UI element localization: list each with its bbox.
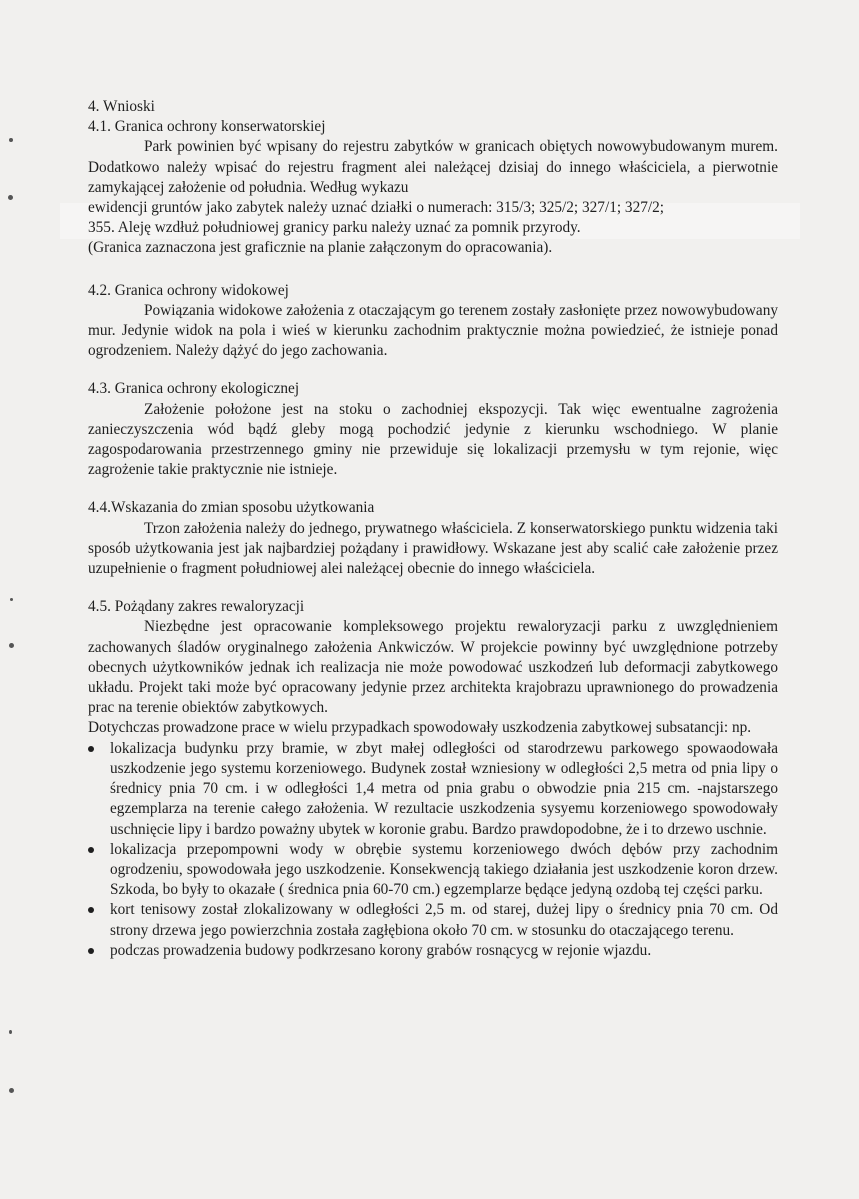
section-title: 4.4.Wskazania do zmian sposobu użytkowania bbox=[88, 499, 375, 517]
section-title: 4.5. Pożądany zakres rewaloryzacji bbox=[88, 598, 305, 616]
bullet-icon bbox=[88, 948, 94, 954]
section-4-4 bbox=[88, 498, 778, 579]
list-item-text: lokalizacja przepompowni wody w obrębie systemu korzeniowego dwóch dębów przy zachodnim ogrodzeniu, spowodowała jego uszkodzenie. Konsekwencją takiego działania jest uszkodzenie koron drzew. Szkoda, bo były to okazałe ( średnica pnia 60-70 cm.) egzemplarze będące jedyną ozdobą tej części parku. bbox=[110, 840, 778, 899]
section-body: Powiązania widokowe założenia z otaczającym go terenem zostały zasłonięte przez nowowybudowany mur. Jedynie widok na pola i wieś w kierunku zachodnim praktycznie można powiedzieć, że istnieje ponad ogrodzeniem. Należy dążyć do jego zachowania. bbox=[88, 301, 778, 360]
section-title: 4.3. Granica ochrony ekologicznej bbox=[88, 380, 300, 398]
section-4-2 bbox=[88, 281, 778, 362]
section-title: 4.2. Granica ochrony widokowej bbox=[88, 281, 289, 299]
list-item-text: kort tenisowy został zlokalizowany w odległości 2,5 m. od starej, dużej lipy o średnicy pnia 70 cm. Od strony drzewa jego powierzchnia została zagłębiona około 70 cm. w stosunku do otaczającego terenu. bbox=[110, 901, 778, 939]
list-item bbox=[88, 900, 778, 940]
bullet-icon bbox=[88, 746, 94, 752]
section-4-1 bbox=[88, 117, 778, 258]
bullet-icon bbox=[88, 847, 94, 853]
list-item-text: lokalizacja budynku przy bramie, w zbyt małej odległości od starodrzewu parkowego spowaodowała uszkodzenie jego systemu korzeniowego. Budynek został wzniesiony w odległości 2,5 metra od pnia lipy o średnicy pnia 70 cm. i w odległości 1,4 metra od pnia grabu o obwodzie pnia 215 cm. -najstarszego egzemplarza na terenie całego założenia. W rezultacie uszkodzenia sysyemu korzeniowego spowodowały uschnięcie lipy i bardzo poważny ubytek w koronie grabu. Bardzo prawdopodobne, że i to drzewo uschnie. bbox=[110, 739, 778, 838]
section-4-3 bbox=[88, 379, 778, 480]
margin-mark bbox=[9, 1088, 14, 1093]
section-body: Park powinien być wpisany do rejestru zabytków w granicach obiętych nowowybudowanym murem. Dodatkowo należy wpisać do rejestru fragment alei należącej dzisiaj do innego właściciela, a pierwotnie zamykającej założenie od południa. Według wykazu bbox=[88, 138, 778, 196]
margin-mark bbox=[10, 598, 13, 601]
section-body: Założenie położone jest na stoku o zachodniej ekspozycji. Tak więc ewentualne zagrożenia zanieczyszczenia wód bądź gleby mogą pochodzić jedynie z kierunku wschodniego. W planie zagospodarowania przestrzennego gminy nie przewiduje się lokalizacji przemysłu w tym rejonie, więc zagrożenie takie praktycznie nie istnieje. bbox=[88, 400, 778, 479]
document-body bbox=[88, 97, 778, 961]
bullet-icon bbox=[88, 907, 94, 913]
section-4-5 bbox=[88, 597, 778, 961]
margin-mark bbox=[9, 138, 13, 142]
section-body-line: 355. Aleję wzdłuż południowej granicy parku należy uznać za pomnik przyrody. bbox=[88, 219, 581, 237]
section-body-continued: Dotychczas prowadzone prace w wielu przypadkach spowodowały uszkodzenia zabytkowej subsatancji: np. bbox=[88, 719, 752, 737]
section-body-line: ewidencji gruntów jako zabytek należy uznać działki o numerach: 315/3; 325/2; 327/1; 327/2; bbox=[88, 199, 665, 217]
chapter-heading: 4. Wnioski bbox=[88, 98, 155, 115]
section-body: Niezbędne jest opracowanie kompleksowego projektu rewaloryzacji parku z uwzględnieniem zachowanych śladów oryginalnego założenia Ankwiczów. W projekcie powinny być uwzględnione potrzeby obecnych użytkowników jednak ich realizacja nie może powodować uszkodzeń lub deformacji zabytkowego układu. Projekt taki może być opracowany jedynie przez architekta krajobrazu uprawnionego do prowadzenia prac na terenie obiektów zabytkowych. bbox=[88, 618, 778, 717]
margin-mark bbox=[8, 195, 13, 200]
margin-mark bbox=[9, 643, 14, 648]
damage-list bbox=[88, 739, 778, 961]
list-item-text: podczas prowadzenia budowy podkrzesano korony grabów rosnącycg w rejonie wjazdu. bbox=[110, 941, 652, 959]
margin-mark bbox=[9, 1030, 12, 1034]
section-body: Trzon założenia należy do jednego, prywatnego właściciela. Z konserwatorskiego punktu widzenia taki sposób użytkowania jest jak najbardziej pożądany i prawidłowy. Wskazane jest aby scalić całe założenie przez uzupełnienie o fragment południowej alei należącej obecnie do innego właściciela. bbox=[88, 519, 778, 578]
list-item bbox=[88, 941, 778, 961]
list-item bbox=[88, 840, 778, 901]
section-title: 4.1. Granica ochrony konserwatorskiej bbox=[88, 118, 326, 136]
section-note: (Granica zaznaczona jest graficznie na planie załączonym do opracowania). bbox=[88, 239, 553, 257]
list-item bbox=[88, 739, 778, 840]
